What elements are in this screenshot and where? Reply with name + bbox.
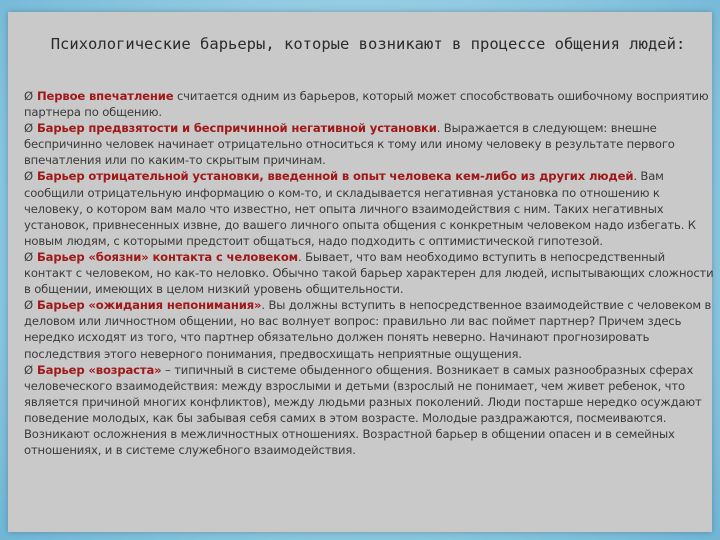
item-text: . Вы должны вступить в непосредственное взаимодействие с человеком в деловом или личностном общении, но вас волнует вопрос: правильно ли вас поймет партнер? Причем здесь нередко исходят из того, что партнер обязательно должен понять неверно. Начинают прогнозировать последствия этого неверного понимания, предвосхищать неприятные ощущения. (24, 298, 712, 361)
bullet-arrow-icon: Ø (24, 169, 33, 184)
item-text: . Выражается в следующем: внешне беспричинно человек начинает отрицательно относиться к тому или иному человеку в результате первого впечатления или по каким-то скрытым причинам. (24, 121, 675, 168)
item-text: . Бывает, что вам необходимо вступить в непосредственный контакт с человеком, но как-то неловко. Обычно такой барьер характерен для людей, испытывающих сложности в общении, имеющих в целом низкий уровень общительности. (24, 249, 714, 297)
bullet-arrow-icon: Ø (24, 362, 33, 377)
slide (8, 12, 712, 532)
list-item (24, 168, 714, 248)
slide-body (24, 88, 714, 458)
item-text: – типичный в системе обыденного общения. Возникает в самых разнообразных сферах человеческого взаимодействия: между взрослыми и детьми (взрослый не понимает, чем живет ребенок, что является причиной многих конфликтов), между людьми разных поколений. Люди постарше нередко осуждают поведение молодых, как бы забывая себя самих в этом возрасте. Молодые раздражаются, посмеиваются. Возникают осложнения в межличностных отношениях. Возрастной барьер в общении опасен и в семейных отношениях, и в системе служебного взаимодействия. (24, 362, 702, 458)
list-item (24, 88, 714, 120)
item-term: Барьер отрицательной установки, введенной в опыт человека кем-либо из других людей (36, 169, 634, 184)
list-item (24, 297, 714, 361)
bullet-arrow-icon: Ø (24, 298, 33, 313)
item-term: Первое впечатление (36, 89, 174, 103)
item-term: Барьер предвзятости и беспричинной негативной установки (36, 121, 437, 136)
list-item (24, 362, 714, 459)
bullet-arrow-icon: Ø (24, 249, 33, 264)
item-term: Барьер «ожидания непонимания» (36, 298, 262, 313)
item-text: . Вам сообщили отрицательную информацию о ком-то, и складывается негативная установка по отношению к человеку, о котором вам мало что известно, нет опыта личного взаимодействия с ним. Таких негативных установок, привнесенных извне, до вашего личного опыта общения с конкретным человеком надо избегать. К новым людям, с которыми предстоит общаться, надо подходить с оптимистической гипотезой. (24, 169, 696, 248)
slide-title: Психологические барьеры, которые возникают в процессе общения людей: (50, 35, 686, 53)
item-term: Барьер «боязни» контакта с человеком (36, 249, 298, 264)
bullet-arrow-icon: Ø (24, 121, 33, 136)
bullet-arrow-icon: Ø (24, 89, 33, 103)
item-term: Барьер «возраста» (36, 362, 162, 377)
list-item (24, 249, 714, 297)
item-text: считается одним из барьеров, который может способствовать ошибочному восприятию партнера по общению. (24, 89, 709, 120)
list-item (24, 120, 714, 168)
